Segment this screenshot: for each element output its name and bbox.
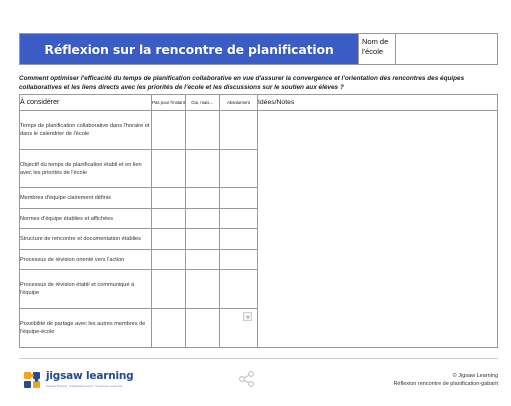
logo-text: jigsaw learning [46, 370, 134, 382]
cell-yes-but[interactable] [186, 249, 220, 270]
share-icon[interactable] [238, 370, 256, 388]
table-row [20, 111, 498, 150]
cell-not-yet[interactable] [152, 229, 186, 250]
cell-absolutely[interactable] [220, 188, 258, 209]
scroll-down-icon[interactable] [243, 312, 252, 321]
cell-absolutely[interactable] [220, 309, 258, 348]
header-not-yet: Pas pour l'instant [152, 95, 186, 111]
row-label: Temps de planification collaborative dans l'horaire et dans le calendrier de l'école [20, 111, 152, 150]
row-label: Membres d'équipe clairement définis [20, 188, 152, 209]
cell-absolutely[interactable] [220, 229, 258, 250]
cell-yes-but[interactable] [186, 111, 220, 150]
cell-absolutely[interactable] [220, 149, 258, 188]
cell-not-yet[interactable] [152, 188, 186, 209]
cell-yes-but[interactable] [186, 188, 220, 209]
cell-yes-but[interactable] [186, 208, 220, 229]
cell-not-yet[interactable] [152, 309, 186, 348]
header-bar [19, 33, 498, 65]
header-yes-but: Oui, mais… [186, 95, 220, 111]
cell-yes-but[interactable] [186, 149, 220, 188]
guiding-question: Comment optimiser l'efficacité du temps de planification collaborative en vue d'assurer la convergence et l'orientation des rencontres des équipes collaboratives et les liens directs avec les priorités de l'école et les discussions sur le soutien aux élèves ? [19, 75, 465, 91]
row-label: Structure de rencontre et documentation établies [20, 229, 152, 250]
cell-yes-but[interactable] [186, 309, 220, 348]
cell-not-yet[interactable] [152, 270, 186, 309]
row-label: Possibilité de partage avec les autres membres de l'équipe-école [20, 309, 152, 348]
cell-absolutely[interactable] [220, 249, 258, 270]
footer-info [393, 373, 498, 388]
header-consider: À considérer [20, 95, 152, 111]
footer-divider [19, 358, 498, 359]
school-name-field[interactable] [396, 34, 497, 64]
page-title: Réflexion sur la rencontre de planification [20, 34, 358, 64]
document-name: Réflexion rencontre de planification-gabarit [393, 380, 498, 387]
cell-absolutely[interactable] [220, 270, 258, 309]
cell-not-yet[interactable] [152, 249, 186, 270]
cell-yes-but[interactable] [186, 270, 220, 309]
header-absolutely: Absolument [220, 95, 258, 111]
cell-not-yet[interactable] [152, 208, 186, 229]
puzzle-piece-icon [22, 370, 42, 390]
copyright-text: © Jigsaw Learning [452, 373, 498, 379]
header-ideas-notes: Idées/Notes [258, 95, 498, 111]
logo-tagline: Strategic Planning · Collaborative Inquiry · Responsive Leadership [46, 385, 123, 388]
jigsaw-logo [22, 370, 142, 392]
cell-not-yet[interactable] [152, 111, 186, 150]
cell-yes-but[interactable] [186, 229, 220, 250]
ideas-notes-area[interactable] [258, 111, 498, 348]
table-header-row [20, 95, 498, 111]
row-label: Objectif du temps de planification établi et en lien avec les priorités de l'école [20, 149, 152, 188]
reflection-table [19, 94, 498, 348]
cell-not-yet[interactable] [152, 149, 186, 188]
school-name-label: Nom de l'école [358, 34, 396, 64]
row-label: Processus de révision établi et communiqué à l'équipe [20, 270, 152, 309]
cell-absolutely[interactable] [220, 208, 258, 229]
row-label: Normes d'équipe établies et affichées [20, 208, 152, 229]
cell-absolutely[interactable] [220, 111, 258, 150]
row-label: Processus de révision orienté vers l'action [20, 249, 152, 270]
